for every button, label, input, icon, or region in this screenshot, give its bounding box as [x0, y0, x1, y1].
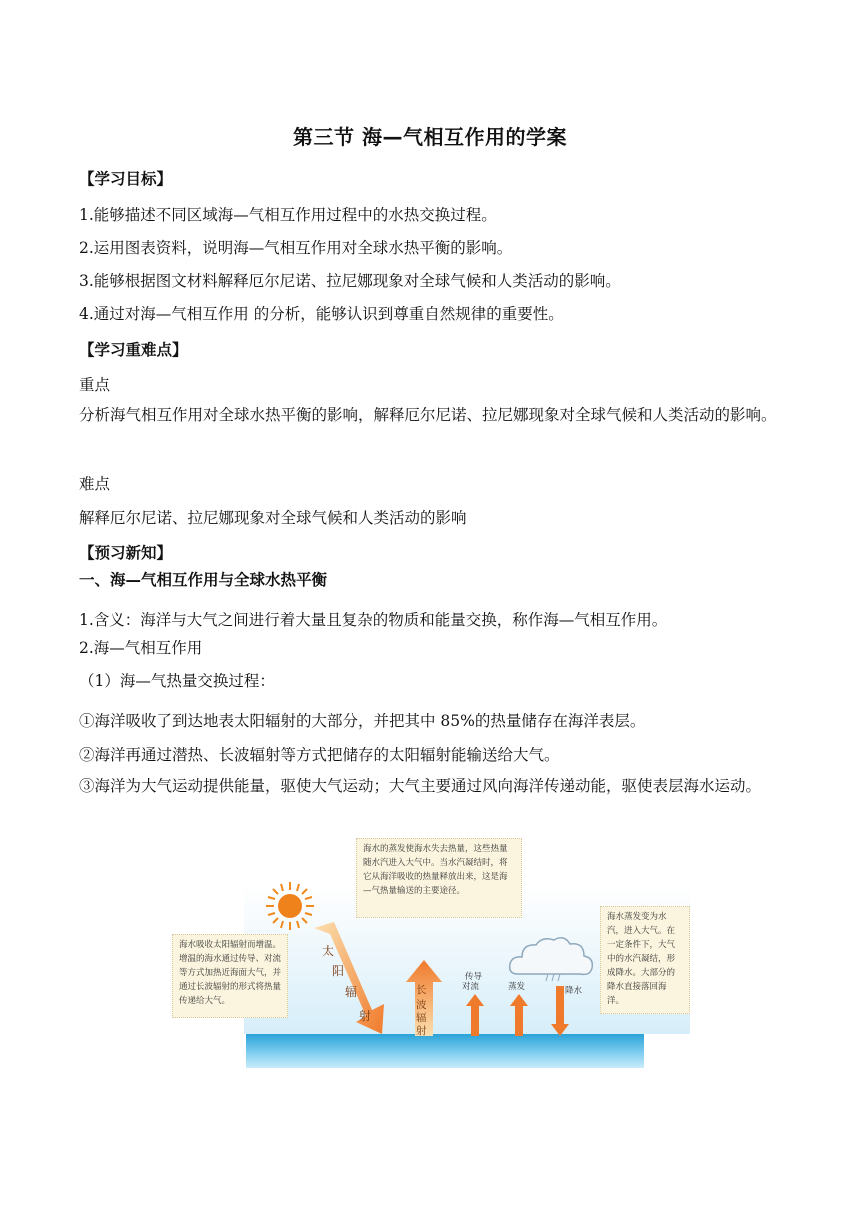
- conduction-label-2: 对流: [462, 982, 480, 992]
- precipitation-label: 降水: [565, 986, 583, 996]
- note-evaporation-heat: 海水的蒸发使海水失去热量，这些热量随水汽进入大气中。当水汽凝结时，将它从海洋吸收的热量释放出来，这是海—气热量输送的主要途径。: [356, 838, 522, 918]
- solar-label-3: 辐: [345, 985, 358, 999]
- cloud-icon: [508, 934, 594, 982]
- note-solar-absorption: 海水吸收太阳辐射而增温。增温的海水通过传导、对流等方式加热近海面大气，并通过长波辐射的形式将热量传递给大气。: [172, 934, 288, 1018]
- step-2: ②海洋再通过潜热、长波辐射等方式把储存的太阳辐射能输送给大气。: [79, 746, 560, 764]
- evaporation-label: 蒸发: [508, 982, 526, 992]
- focus-text: 分析海气相互作用对全球水热平衡的影响，解释厄尔尼诺、拉尼娜现象对全球气候和人类活动的影响。: [79, 406, 777, 424]
- objective-2: 2.运用图表资料，说明海—气相互作用对全球水热平衡的影响。: [79, 239, 513, 257]
- conduction-label-1: 传导: [465, 972, 483, 982]
- item-1: 1.含义：海洋与大气之间进行着大量且复杂的物质和能量交换，称作海—气相互作用。: [79, 611, 668, 629]
- focus-label: 重点: [79, 376, 111, 394]
- step-1: ①海洋吸收了到达地表太阳辐射的大部分，并把其中 85%的热量储存在海洋表层。: [79, 712, 646, 730]
- solar-label-2: 阳: [332, 964, 345, 978]
- objective-1: 1.能够描述不同区域海—气相互作用过程中的水热交换过程。: [79, 206, 497, 224]
- note-water-cycle: 海水蒸发变为水汽，进入大气。在一定条件下，大气中的水汽凝结，形成降水。大部分的降水直接落回海洋。: [600, 906, 690, 1014]
- conduction-arrow: [466, 994, 484, 1036]
- heat-exchange-figure: [172, 836, 690, 1068]
- longwave-label-3: 辐: [416, 1012, 427, 1024]
- longwave-label-4: 射: [416, 1025, 427, 1037]
- objectives-heading: 【学习目标】: [79, 170, 173, 188]
- difficulty-text: 解释厄尔尼诺、拉尼娜现象对全球气候和人类活动的影响: [79, 509, 467, 527]
- longwave-label-1: 长: [416, 984, 427, 996]
- preview-heading: 【预习新知】: [79, 544, 173, 562]
- keypoints-heading: 【学习重难点】: [79, 341, 188, 359]
- sub-item-1: （1）海—气热量交换过程：: [79, 672, 275, 690]
- step-3: ③海洋为大气运动提供能量，驱使大气运动；大气主要通过风向海洋传递动能，驱使表层海水运动。: [79, 777, 762, 795]
- page-title: 第三节 海—气相互作用的学案: [293, 125, 567, 149]
- evaporation-arrow: [510, 994, 528, 1036]
- item-2: 2.海—气相互作用: [79, 639, 203, 657]
- difficulty-label: 难点: [79, 475, 111, 493]
- longwave-label-2: 波: [416, 999, 427, 1011]
- sun-icon: [264, 880, 316, 932]
- sea-surface: [246, 1034, 644, 1068]
- objective-4: 4.通过对海—气相互作用 的分析，能够认识到尊重自然规律的重要性。: [79, 305, 564, 323]
- solar-radiation-arrow: [312, 922, 392, 1038]
- solar-label-4: 射: [359, 1009, 372, 1023]
- solar-label-1: 太: [322, 944, 335, 958]
- section1-heading: 一、海—气相互作用与全球水热平衡: [79, 571, 328, 589]
- objective-3: 3.能够根据图文材料解释厄尔尼诺、拉尼娜现象对全球气候和人类活动的影响。: [79, 272, 621, 290]
